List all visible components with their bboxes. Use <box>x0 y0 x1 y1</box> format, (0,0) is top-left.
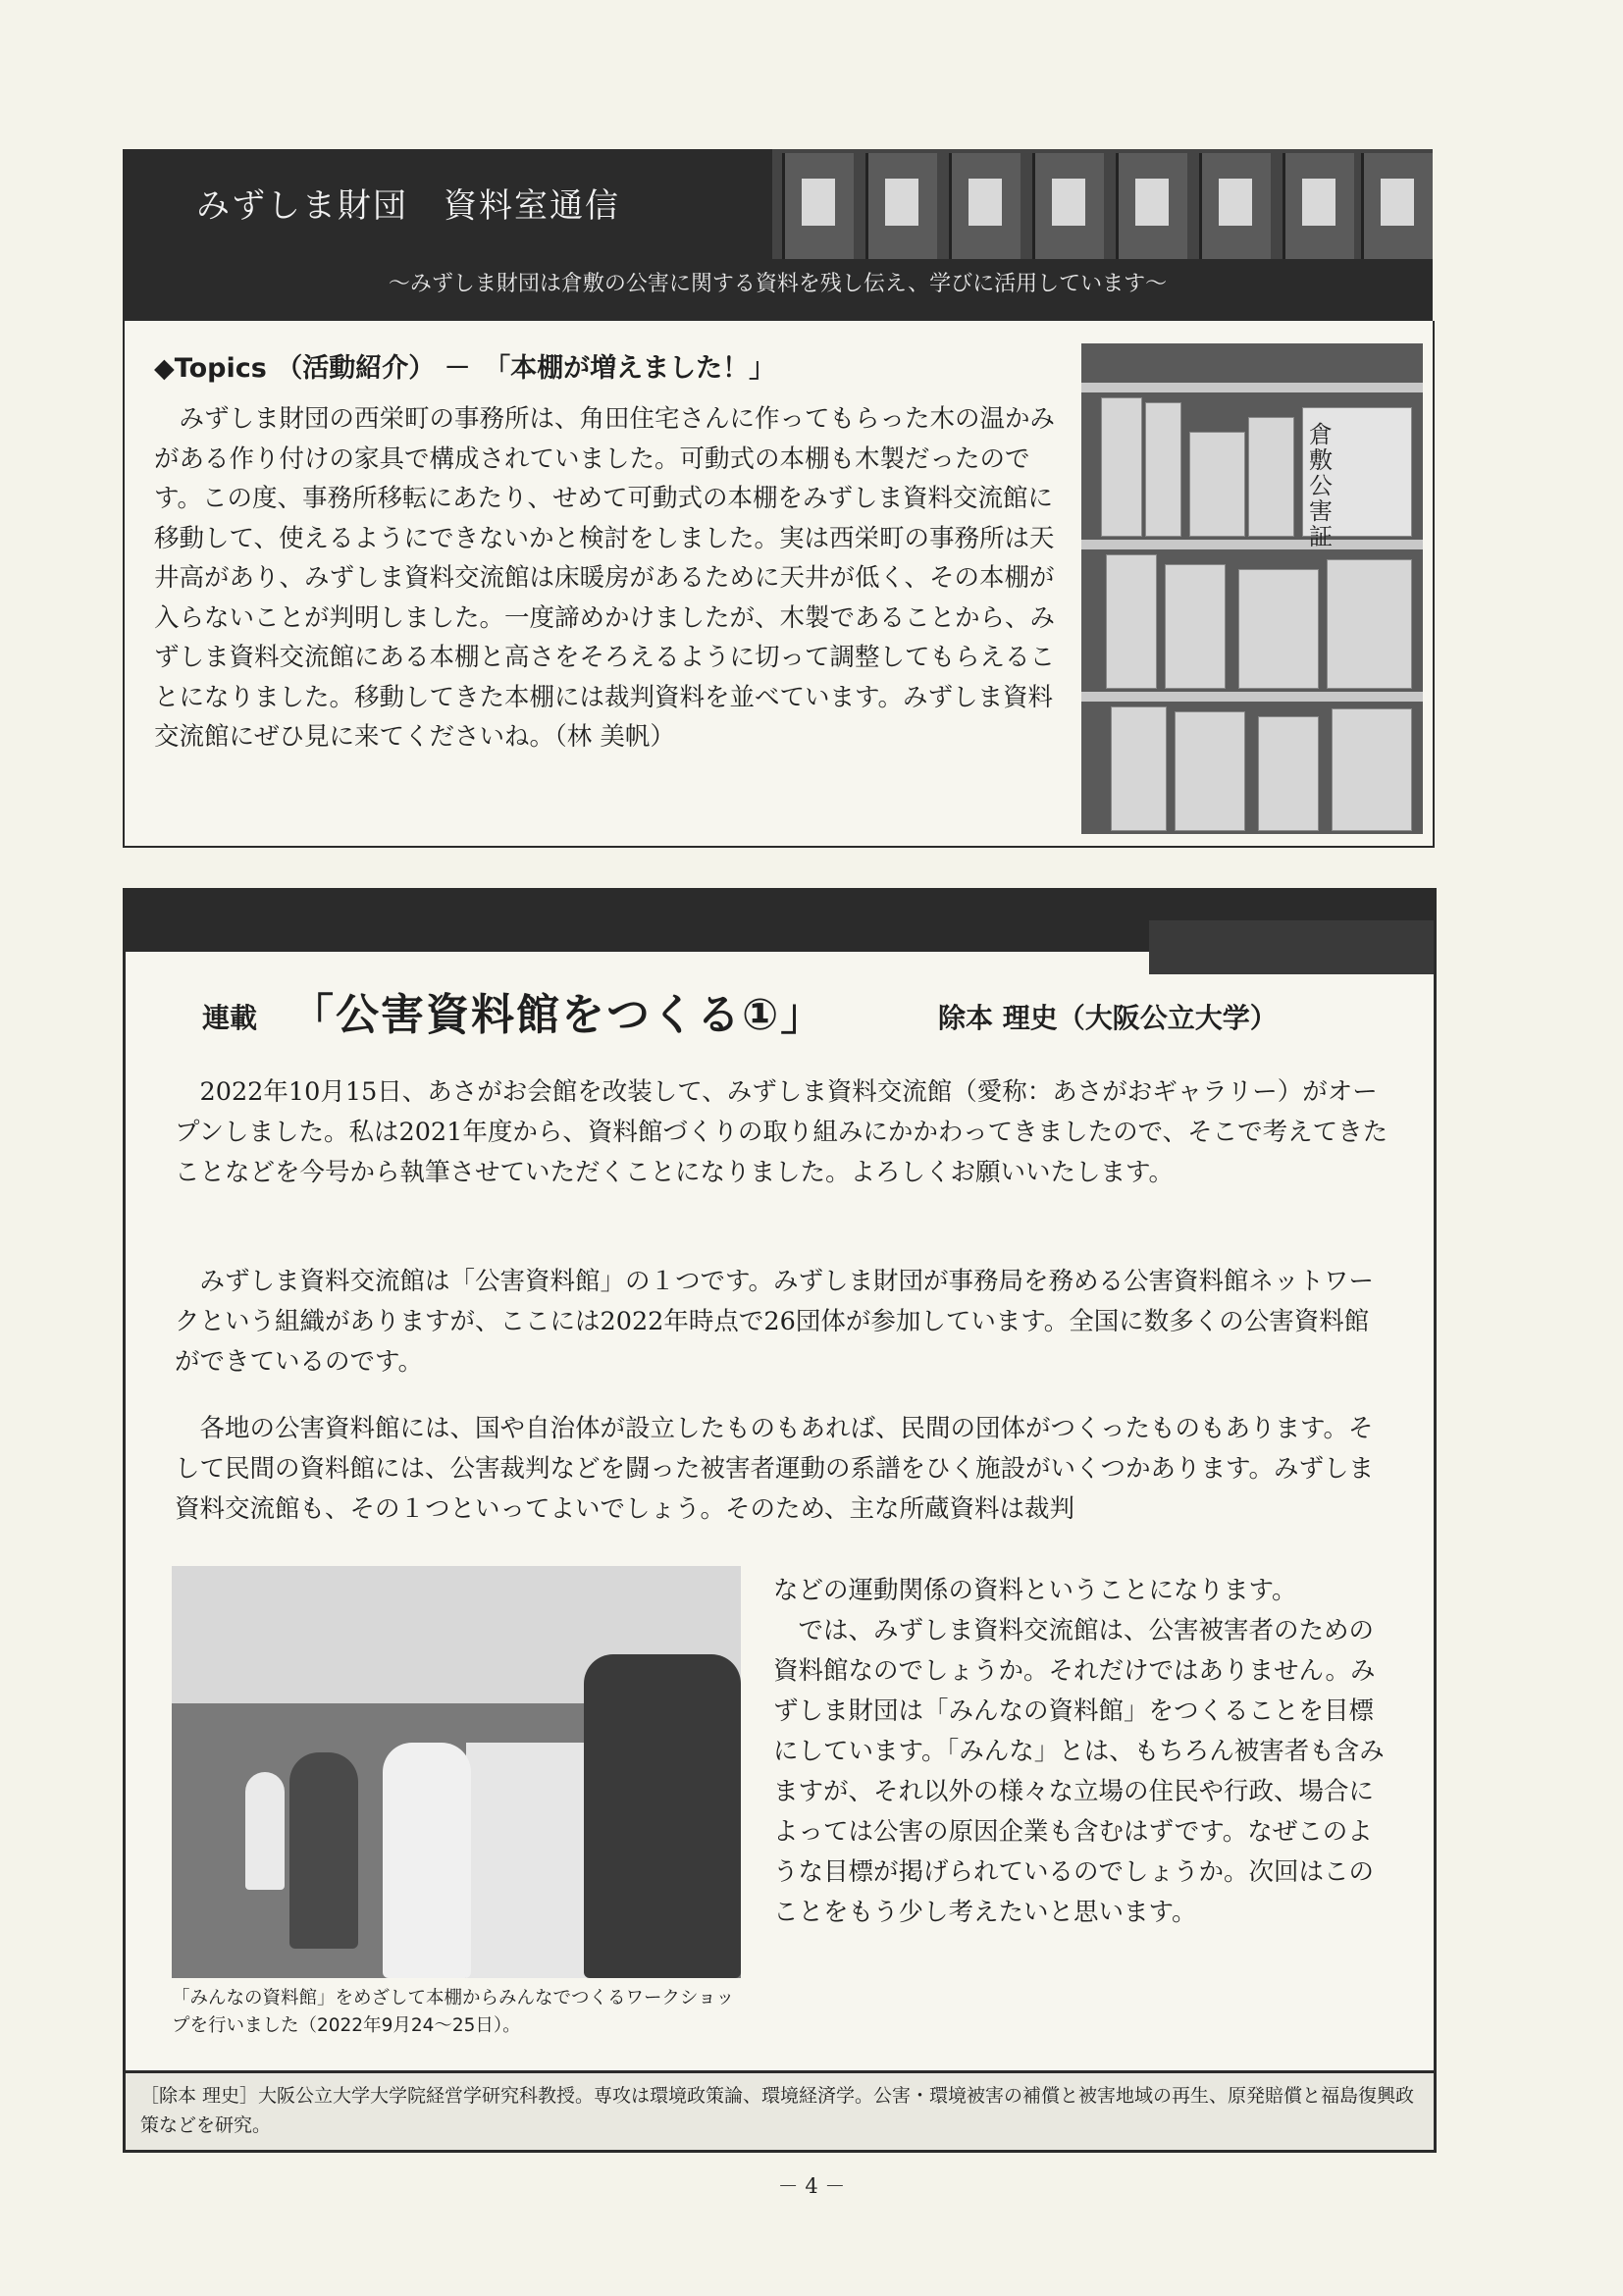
header-title: みずしま財団 資料室通信 <box>196 186 620 226</box>
workshop-photo <box>172 1566 741 1978</box>
article-paragraph: では、みずしま資料交流館は、公害被害者のための資料館なのでしょうか。それだけではありません。みずしま財団は「みんなの資料館」をつくることを目標にしています。「みんな」とは、もちろん被害者も含みますが、それ以外の様々な立場の住民や行政、場合によっては公害の原因企業も含むはずです。なぜこのような目標が掲げられているのでしょうか。次回はこのことをもう少し考えたいと思います。 <box>773 1616 1385 1927</box>
header-subtitle: ～みずしま財団は倉敷の公害に関する資料を残し伝え、学びに活用しています～ <box>388 272 1168 296</box>
binder-image <box>1116 153 1187 259</box>
photo-caption: 「みんなの資料館」をめざして本棚からみんなでつくるワークショップを行いました（2022年9月24～25日）。 <box>172 1988 735 2036</box>
article-paragraph: などの運動関係の資料ということになります。 <box>773 1576 1297 1605</box>
photo-spine-label: 倉敷公害証 <box>1309 421 1333 550</box>
binder-image <box>949 153 1021 259</box>
article-section <box>123 888 1437 2091</box>
binder-image <box>1283 153 1354 259</box>
article-author: 除本 理史（大阪公立大学） <box>938 1002 1278 1034</box>
article-paragraph: みずしま資料交流館は「公害資料館」の１つです。みずしま財団が事務局を務める公害資料館ネットワークという組織がありますが、ここには2022年時点で26団体が参加しています。全国に数多くの公害資料館ができているのです。 <box>175 1267 1374 1377</box>
binder-image <box>1361 153 1433 259</box>
topics-body: みずしま財団の西栄町の事務所は、角田住宅さんに作ってもらった木の温かみがある作り付けの家具で構成されていました。可動式の本棚も木製だったのです。この度、事務所移転にあたり、せめて可動式の本棚をみずしま資料交流館に移動して、使えるようにできないかと検討をしました。実は西栄町の事務所は天井高があり、みずしま資料交流館は床暖房があるために天井が低く、その本棚が入らないことが判明しました。一度諦めかけましたが、木製であることから、みずしま資料交流館にある本棚と高さをそろえるように切って調整してもらえることになりました。移動してきた本棚には裁判資料を並べています。みずしま資料交流館にぜひ見に来てくださいね。（林 美帆） <box>154 404 1056 752</box>
author-bio-box <box>123 2070 1437 2153</box>
article-paragraph: 2022年10月15日、あさがお会館を改装して、みずしま資料交流館（愛称：あさがおギャラリー）がオープンしました。私は2021年度から、資料館づくりの取り組みにかかわってきましたので、そこで考えてきたことなどを今号から執筆させていただくことになりました。よろしくお願いいたします。 <box>175 1077 1388 1187</box>
page-number: － 4 － <box>777 2174 846 2198</box>
binder-image <box>1199 153 1271 259</box>
header-band <box>123 149 1433 321</box>
article-bar-tab <box>1149 920 1434 974</box>
binder-image <box>1032 153 1104 259</box>
topics-heading: ◆Topics （活動紹介） － 「本棚が増えました！」 <box>154 353 776 384</box>
article-title: 「公害資料館をつくる①」 <box>290 990 826 1040</box>
series-label: 連載 <box>202 1002 258 1034</box>
binder-image <box>782 153 854 259</box>
binder-image <box>865 153 937 259</box>
header-binders-photo <box>772 149 1433 259</box>
bookshelf-photo <box>1081 343 1423 834</box>
topics-box <box>123 321 1435 848</box>
article-paragraph: 各地の公害資料館には、国や自治体が設立したものもあれば、民間の団体がつくったものもあります。そして民間の資料館には、公害裁判などを闘った被害者運動の系譜をひく施設がいくつかあります。みずしま資料交流館も、その１つといってよいでしょう。そのため、主な所蔵資料は裁判 <box>175 1414 1374 1524</box>
author-bio: ［除本 理史］大阪公立大学大学院経営学研究科教授。専攻は環境政策論、環境経済学。公害・環境被害の補償と被害地域の再生、原発賠償と福島復興政策などを研究。 <box>140 2085 1415 2136</box>
